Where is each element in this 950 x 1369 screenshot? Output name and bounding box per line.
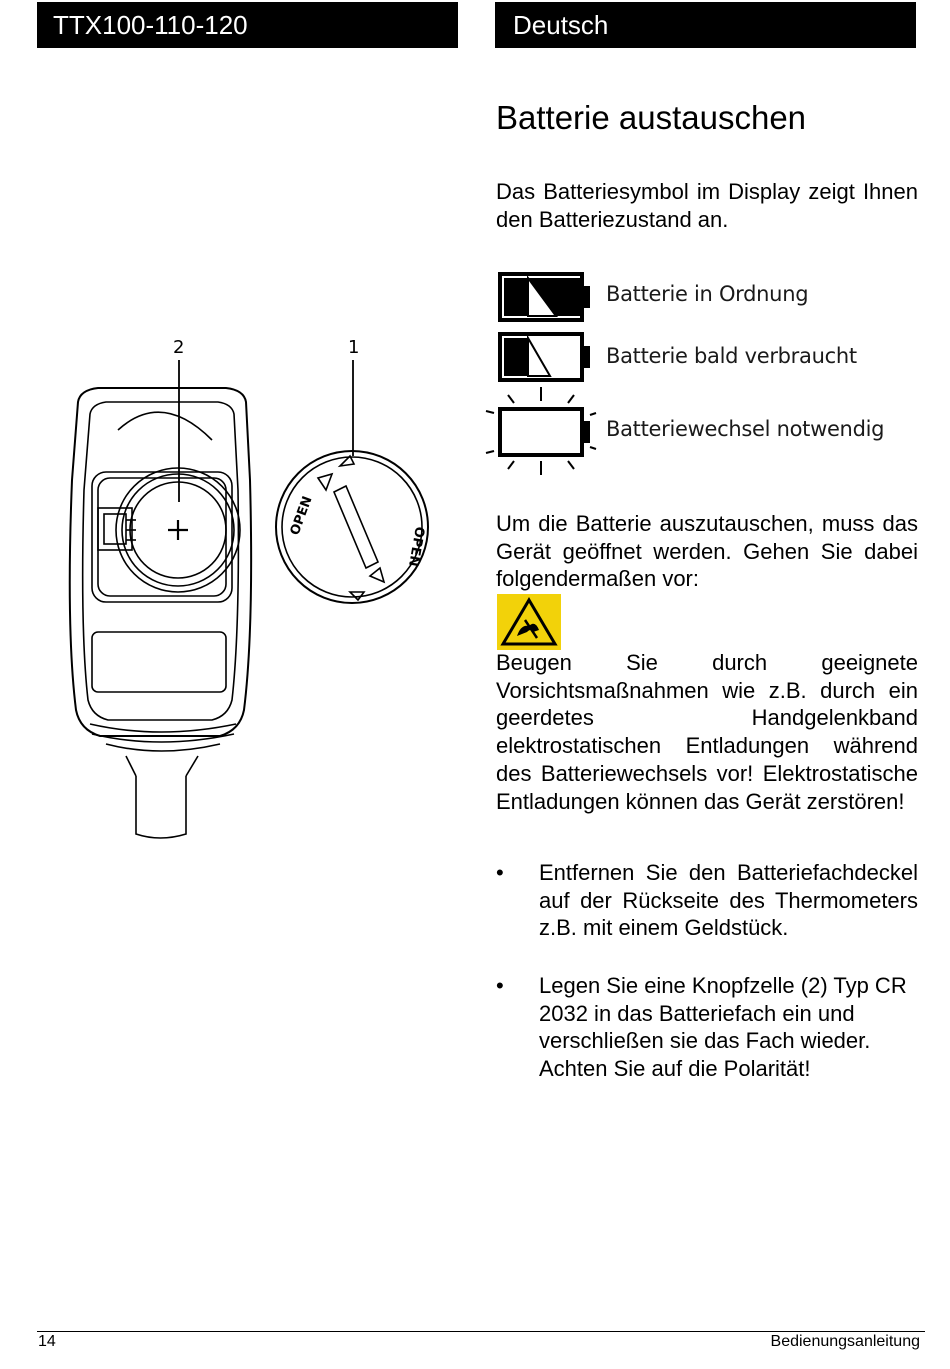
intro-paragraph: Das Batteriesymbol im Display zeigt Ihnen den Batteriezustand an. (496, 179, 918, 232)
header-language: Deutsch (495, 2, 916, 48)
callout-number-1: 1 (348, 337, 360, 358)
battery-empty-blinking-icon (482, 385, 600, 477)
esd-warning-icon (497, 594, 561, 650)
cover-open-label-left: OPEN (287, 494, 316, 538)
header-model: TTX100-110-120 (37, 2, 458, 48)
battery-state-replace-label: Batteriewechsel notwendig (606, 417, 885, 441)
footer-divider (37, 1331, 925, 1332)
battery-full-icon (498, 272, 594, 324)
bullet-dot: • (496, 973, 504, 998)
page-title: Batterie austauschen (496, 99, 807, 136)
callout-number-2: 2 (173, 337, 185, 358)
battery-low-icon (498, 332, 594, 384)
list-item-text: Entfernen Sie den Batteriefachdeckel auf der Rückseite des Thermometers z.B. mit einem Geldstück. (539, 860, 918, 941)
esd-warning-paragraph: Beugen Sie durch geeignete Vorsichtsmaßnahmen wie z.B. durch ein geerdetes Handgelenkband elektrostatischen Entladungen während des Batteriewechsels vor! Elektrostatische Entladungen können das Gerät zerstören! (496, 650, 918, 814)
list-item-text: Legen Sie eine Knopfzelle (2) Typ CR 2032 in das Batteriefach ein und verschließen sie das Fach wieder. Achten Sie auf die Polarität! (539, 973, 907, 1082)
cover-open-label-right: OPEN (405, 525, 427, 568)
battery-state-ok-label: Batterie in Ordnung (606, 282, 809, 306)
bullet-dot: • (496, 860, 504, 885)
footer-manual-title: Bedienungsanleitung (770, 1333, 920, 1350)
page-number: 14 (38, 1333, 56, 1350)
device-battery-compartment-illustration (40, 330, 440, 850)
battery-state-low-label: Batterie bald verbraucht (606, 344, 857, 368)
instruction-paragraph: Um die Batterie auszutauschen, muss das Gerät geöffnet werden. Gehen Sie dabei folgendermaßen vor: (496, 511, 918, 592)
